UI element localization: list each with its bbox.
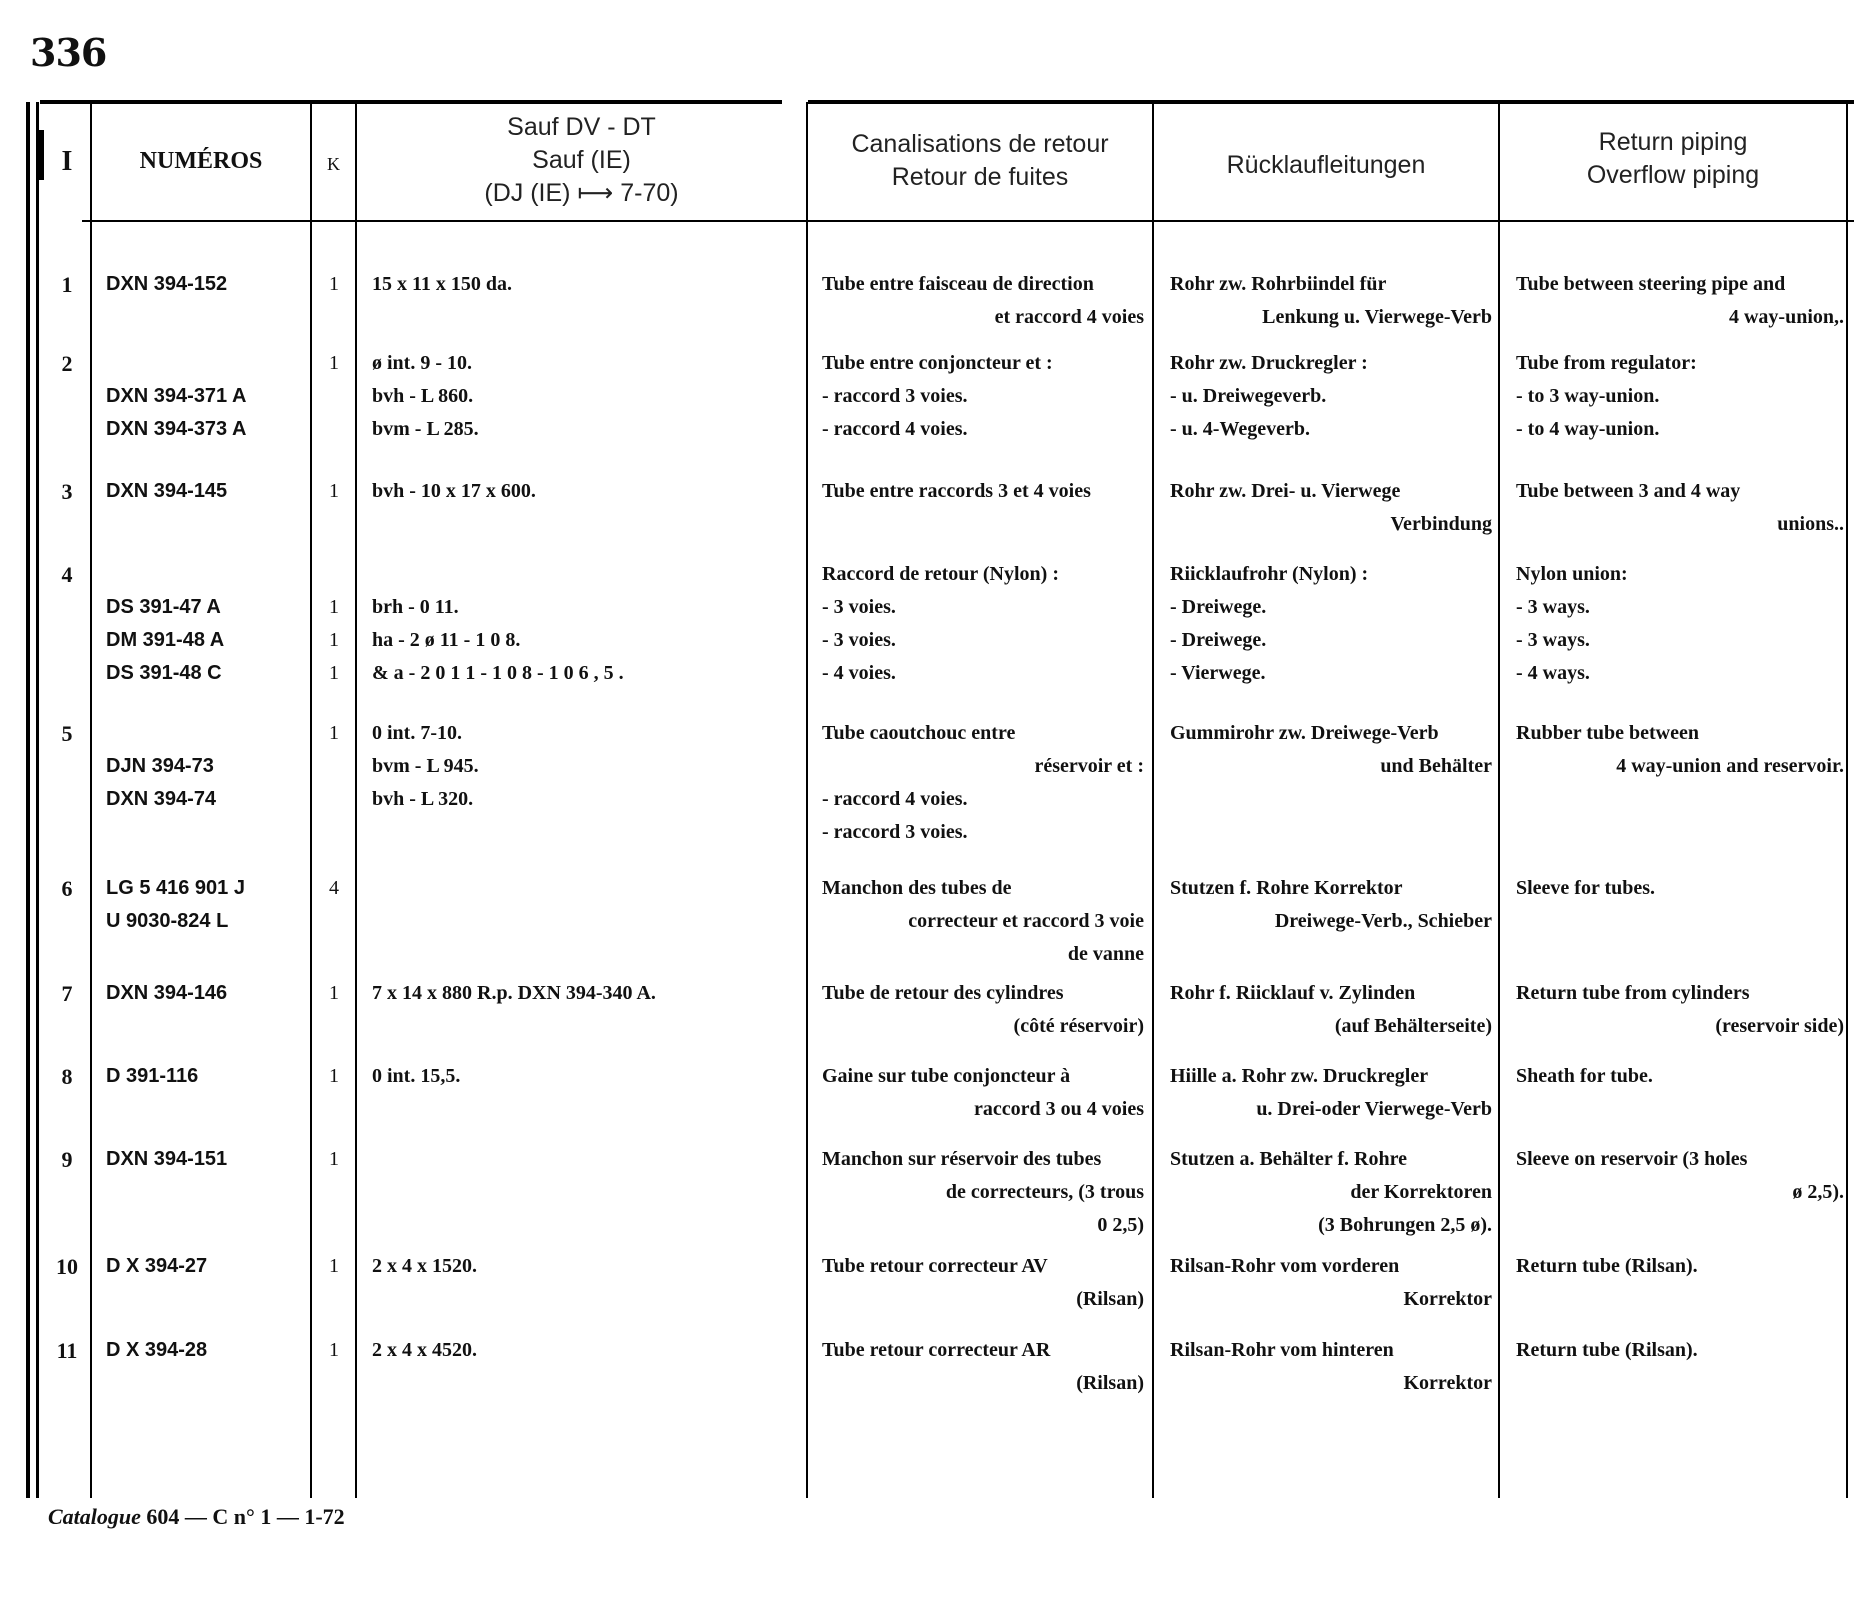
row-index: 11 <box>56 1338 78 1363</box>
cell-line <box>312 558 356 591</box>
cell-line: Korrektor <box>1403 1372 1492 1394</box>
cell-en <box>1516 977 1844 1043</box>
header-spec <box>357 111 806 210</box>
cell-spec <box>372 717 479 816</box>
cell-line: (Rilsan) <box>1076 1372 1144 1394</box>
cell-line: 7 x 14 x 880 R.p. DXN 394-340 A. <box>372 982 656 1004</box>
right-edge-rule <box>1846 102 1848 1498</box>
cell-spec <box>372 977 656 1010</box>
cell-fr <box>822 475 1144 508</box>
cell-line: & a - 2 0 1 1 - 1 0 8 - 1 0 6 , 5 . <box>372 662 624 684</box>
cell-line: und Behälter <box>1380 755 1492 777</box>
cell-line: Tube de retour des cylindres <box>822 982 1064 1004</box>
cell-line: Rohr zw. Druckregler : <box>1170 352 1368 374</box>
header-english-line-2: Overflow piping <box>1586 161 1760 189</box>
cell-line: 4 <box>329 877 339 899</box>
cell-fr <box>822 977 1144 1043</box>
cell-en <box>1516 1334 1844 1367</box>
cell-spec <box>372 1334 477 1367</box>
cell-line <box>372 1143 377 1176</box>
cell-line <box>106 347 246 380</box>
cell-spec <box>372 1060 460 1093</box>
cell-line: 1 <box>329 352 339 374</box>
cell-k <box>312 872 356 905</box>
cell-line: 1 <box>329 1148 339 1170</box>
header-english <box>1500 126 1846 192</box>
row-index: 1 <box>61 272 73 297</box>
cell-line: - 4 ways. <box>1516 662 1590 684</box>
cell-en <box>1516 558 1844 690</box>
cell-line: - Vierwege. <box>1170 662 1266 684</box>
cell-line: DS 391-48 C <box>106 662 222 684</box>
cell-line: U 9030-824 L <box>106 910 229 932</box>
cell-line: bvh - L 320. <box>372 788 474 810</box>
cell-k <box>312 977 356 1010</box>
cell-line: Hiille a. Rohr zw. Druckregler <box>1170 1065 1429 1087</box>
cell-line: DXN 394-152 <box>106 273 228 295</box>
cell-nums <box>106 977 227 1010</box>
cell-line: de correcteurs, (3 trous <box>945 1181 1144 1203</box>
cell-line: - 3 voies. <box>822 629 896 651</box>
cell-line: Return tube from cylinders <box>1516 982 1750 1004</box>
header-spec-line-1: Sauf DV - DT <box>507 113 656 141</box>
cell-line: bvh - 10 x 17 x 600. <box>372 480 536 502</box>
cell-k <box>312 1250 356 1283</box>
cell-en <box>1516 1250 1844 1283</box>
cell-line: Tube between 3 and 4 way <box>1516 480 1741 502</box>
cell-line: (Rilsan) <box>1076 1288 1144 1310</box>
header-spec-line-2: Sauf (IE) <box>532 146 631 174</box>
cell-line: Tube retour correcteur AR <box>822 1339 1051 1361</box>
cell-line: Return tube (Rilsan). <box>1516 1255 1698 1277</box>
cell-line: - raccord 4 voies. <box>822 418 968 440</box>
cell-en <box>1516 268 1844 334</box>
cell-en <box>1516 1060 1844 1093</box>
cell-line: Rilsan-Rohr vom hinteren <box>1170 1339 1394 1361</box>
cell-line: 4 way-union and reservoir. <box>1616 755 1844 777</box>
cell-line: ha - 2 ø 11 - 1 0 8. <box>372 629 521 651</box>
cell-de <box>1170 977 1492 1043</box>
header-french-line-1: Canalisations de retour <box>851 130 1109 158</box>
cell-line: - to 4 way-union. <box>1516 418 1660 440</box>
cell-line <box>372 872 377 905</box>
cell-line: 1 <box>329 722 339 744</box>
cell-line: (auf Behälterseite) <box>1334 1015 1492 1037</box>
cell-de <box>1170 717 1492 783</box>
cell-line: réservoir et : <box>1034 755 1144 777</box>
cell-spec <box>372 268 512 301</box>
cell-line: DXN 394-146 <box>106 982 228 1004</box>
cell-line: 2 x 4 x 4520. <box>372 1339 477 1361</box>
cell-line: 1 <box>329 662 339 684</box>
cell-spec <box>372 872 377 905</box>
cell-de <box>1170 268 1492 334</box>
row-index: 2 <box>61 351 73 376</box>
cell-spec <box>372 1143 377 1176</box>
cell-line: 1 <box>329 480 339 502</box>
cell-fr <box>822 347 1144 446</box>
header-bottom-rule <box>82 220 1854 222</box>
header-english-line-1: Return piping <box>1598 128 1748 156</box>
cell-line: 1 <box>329 273 339 295</box>
cell-en <box>1516 717 1844 783</box>
catalogue-footer <box>48 1504 345 1530</box>
cell-en <box>1516 872 1844 905</box>
cell-line: DXN 394-371 A <box>106 385 247 407</box>
header-top-rule-right <box>808 100 1854 104</box>
header-k: K <box>327 154 340 174</box>
cell-line: Tube entre conjoncteur et : <box>822 352 1053 374</box>
cell-spec <box>372 1250 477 1283</box>
col-rule-numeros <box>90 102 92 1498</box>
cell-line: Stutzen f. Rohre Korrektor <box>1170 877 1403 899</box>
cell-spec <box>372 558 624 690</box>
cell-line: Rohr f. Riicklauf v. Zylinden <box>1170 982 1416 1004</box>
cell-k <box>312 717 356 816</box>
cell-fr <box>822 268 1144 334</box>
cell-line: 1 <box>329 1339 339 1361</box>
cell-line: DXN 394-151 <box>106 1148 228 1170</box>
cell-line: - raccord 3 voies. <box>822 821 968 843</box>
cell-spec <box>372 347 479 446</box>
cell-line: - 3 ways. <box>1516 596 1590 618</box>
cell-line: correcteur et raccord 3 voie <box>908 910 1144 932</box>
cell-line: Riicklaufrohr (Nylon) : <box>1170 563 1369 585</box>
header-french <box>808 128 1152 194</box>
cell-line: - 4 voies. <box>822 662 896 684</box>
cell-line <box>312 750 356 783</box>
cell-line: (reservoir side) <box>1715 1015 1844 1037</box>
cell-line: DXN 394-373 A <box>106 418 247 440</box>
col-rule-fr <box>806 102 808 1498</box>
cell-line: 1 <box>329 1255 339 1277</box>
cell-k <box>312 558 356 690</box>
cell-line: Tube entre raccords 3 et 4 voies <box>822 480 1091 502</box>
cell-line: Rilsan-Rohr vom vorderen <box>1170 1255 1400 1277</box>
cell-line: 4 way-union,. <box>1728 306 1844 328</box>
cell-line: DXN 394-145 <box>106 480 228 502</box>
cell-line: et raccord 4 voies <box>994 306 1144 328</box>
cell-line: - to 3 way-union. <box>1516 385 1660 407</box>
cell-line: Lenkung u. Vierwege-Verb <box>1262 306 1492 328</box>
cell-nums <box>106 1143 227 1176</box>
cell-fr <box>822 1250 1144 1316</box>
cell-de <box>1170 1250 1492 1316</box>
header-top-rule-left <box>40 100 782 104</box>
col-rule-de <box>1152 102 1154 1498</box>
cell-nums <box>106 872 245 938</box>
cell-line: raccord 3 ou 4 voies <box>974 1098 1144 1120</box>
cell-line: bvm - L 945. <box>372 755 479 777</box>
cell-line: 15 x 11 x 150 da. <box>372 273 513 295</box>
cell-de <box>1170 558 1492 690</box>
cell-line: Tube caoutchouc entre <box>822 722 1016 744</box>
cell-line: Manchon des tubes de <box>822 877 1012 899</box>
cell-k <box>312 347 356 446</box>
cell-line: de vanne <box>1067 943 1144 965</box>
header-german <box>1154 149 1498 182</box>
cell-line: LG 5 416 901 J <box>106 877 245 899</box>
cell-line <box>312 413 356 446</box>
cell-line: Dreiwege-Verb., Schieber <box>1274 910 1492 932</box>
cell-line: Nylon union: <box>1516 563 1628 585</box>
row-index: 4 <box>61 562 73 587</box>
cell-line: - 3 ways. <box>1516 629 1590 651</box>
inner-left-rule <box>36 102 39 1498</box>
cell-line: Rohr zw. Drei- u. Vierwege <box>1170 480 1401 502</box>
cell-k <box>312 1334 356 1367</box>
cell-line: Tube entre faisceau de direction <box>822 273 1094 295</box>
cell-nums <box>106 558 224 690</box>
cell-fr <box>822 558 1144 690</box>
cell-line: Gummirohr zw. Dreiwege-Verb <box>1170 722 1439 744</box>
cell-de <box>1170 1334 1492 1400</box>
header-index: I <box>61 146 73 177</box>
cell-line: brh - 0 11. <box>372 596 459 618</box>
cell-line: ø 2,5). <box>1792 1181 1844 1203</box>
row-index: 9 <box>61 1147 73 1172</box>
cell-line: Stutzen a. Behälter f. Rohre <box>1170 1148 1408 1170</box>
cell-line: - 3 voies. <box>822 596 896 618</box>
cell-line: Tube between steering pipe and <box>1516 273 1786 295</box>
cell-line: Sleeve for tubes. <box>1516 877 1656 899</box>
cell-line: 1 <box>329 629 339 651</box>
cell-de <box>1170 872 1492 938</box>
cell-line: unions.. <box>1777 513 1844 535</box>
cell-line: DS 391-47 A <box>106 596 221 618</box>
page-number: 336 <box>30 30 107 75</box>
cell-de <box>1170 1143 1492 1242</box>
cell-fr <box>822 872 1144 971</box>
cell-en <box>1516 475 1844 541</box>
cell-nums <box>106 717 216 816</box>
cell-line: ø int. 9 - 10. <box>372 352 472 374</box>
cell-line: DJN 394-73 <box>106 755 214 777</box>
cell-line: Manchon sur réservoir des tubes <box>822 1148 1102 1170</box>
cell-line: DM 391-48 A <box>106 629 225 651</box>
cell-nums <box>106 475 227 508</box>
cell-line: 2 x 4 x 1520. <box>372 1255 477 1277</box>
cell-nums <box>106 1060 198 1093</box>
cell-spec <box>372 475 536 508</box>
cell-line: - raccord 3 voies. <box>822 385 968 407</box>
cell-k <box>312 268 356 301</box>
cell-line: Korrektor <box>1403 1288 1492 1310</box>
cell-line: Verbindung <box>1390 513 1492 535</box>
cell-line: D X 394-28 <box>106 1339 208 1361</box>
cell-k <box>312 1060 356 1093</box>
cell-de <box>1170 475 1492 541</box>
row-index: 5 <box>61 721 73 746</box>
cell-line <box>106 717 216 750</box>
outer-left-rule <box>26 102 30 1498</box>
cell-line: 1 <box>329 596 339 618</box>
cell-line: der Korrektoren <box>1350 1181 1492 1203</box>
cell-line: Tube retour correcteur AV <box>822 1255 1048 1277</box>
cell-line: - Dreiwege. <box>1170 629 1267 651</box>
cell-fr <box>822 1143 1144 1242</box>
cell-line: 0 int. 7-10. <box>372 722 462 744</box>
cell-line: bvh - L 860. <box>372 385 474 407</box>
cell-fr <box>822 1334 1144 1400</box>
cell-line: 0 2,5) <box>1097 1214 1144 1236</box>
cell-line: Rubber tube between <box>1516 722 1699 744</box>
cell-k <box>312 1143 356 1176</box>
header-numeros: NUMÉROS <box>139 148 263 174</box>
cell-line: 1 <box>329 1065 339 1087</box>
cell-nums <box>106 1250 207 1283</box>
catalogue-reference: 604 — C n° 1 — 1-72 <box>146 1504 345 1529</box>
row-index: 10 <box>56 1254 78 1279</box>
header-german-line-1: Rücklaufleitungen <box>1226 151 1426 179</box>
cell-en <box>1516 347 1844 446</box>
cell-nums <box>106 268 227 301</box>
cell-line <box>372 558 624 591</box>
catalogue-label: Catalogue <box>48 1504 141 1529</box>
cell-line: Sheath for tube. <box>1516 1065 1653 1087</box>
cell-line: Return tube (Rilsan). <box>1516 1339 1698 1361</box>
cell-line: DXN 394-74 <box>106 788 217 810</box>
cell-line: bvm - L 285. <box>372 418 479 440</box>
header-spec-line-3: (DJ (IE) ⟼ 7-70) <box>484 179 679 207</box>
cell-line <box>312 783 356 816</box>
cell-de <box>1170 347 1492 446</box>
cell-line: (côté réservoir) <box>1013 1015 1144 1037</box>
cell-line: Raccord de retour (Nylon) : <box>822 563 1059 585</box>
cell-line: - u. Dreiwegeverb. <box>1170 385 1327 407</box>
cell-line: Tube from regulator: <box>1516 352 1697 374</box>
row-index: 3 <box>61 479 73 504</box>
row-index: 7 <box>61 981 73 1006</box>
cell-line: 1 <box>329 982 339 1004</box>
cell-line: (3 Bohrungen 2,5 ø). <box>1318 1214 1492 1236</box>
cell-line: - raccord 4 voies. <box>822 788 968 810</box>
cell-line: Gaine sur tube conjoncteur à <box>822 1065 1071 1087</box>
cell-fr <box>822 717 1144 849</box>
cell-line: Rohr zw. Rohrbiindel für <box>1170 273 1387 295</box>
cell-de <box>1170 1060 1492 1126</box>
cell-nums <box>106 1334 207 1367</box>
row-index: 6 <box>61 876 73 901</box>
cell-nums <box>106 347 246 446</box>
cell-line: Sleeve on reservoir (3 holes <box>1516 1148 1748 1170</box>
cell-line <box>106 558 224 591</box>
cell-line: - u. 4-Wegeverb. <box>1170 418 1310 440</box>
cell-line: u. Drei-oder Vierwege-Verb <box>1256 1098 1492 1120</box>
cell-en <box>1516 1143 1844 1209</box>
col-rule-en <box>1498 102 1500 1498</box>
cell-line: - Dreiwege. <box>1170 596 1267 618</box>
cell-k <box>312 475 356 508</box>
cell-fr <box>822 1060 1144 1126</box>
header-french-line-2: Retour de fuites <box>891 163 1069 191</box>
row-index: 8 <box>61 1064 73 1089</box>
cell-line <box>312 380 356 413</box>
cell-line: 0 int. 15,5. <box>372 1065 461 1087</box>
cell-line: D X 394-27 <box>106 1255 208 1277</box>
cell-line: D 391-116 <box>106 1065 199 1087</box>
